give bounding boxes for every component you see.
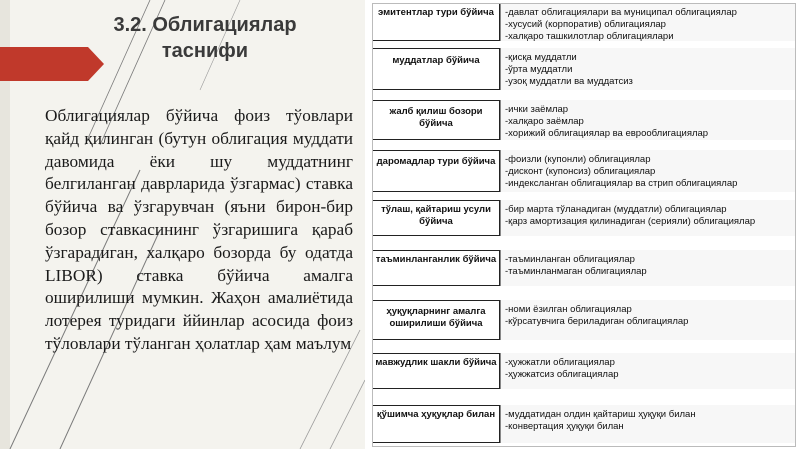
category-cell: тўлаш, қайтариш усули бўйича xyxy=(372,200,500,236)
item-text: -дисконт (купонсиз) облигациялар xyxy=(505,166,656,177)
item-text: -ҳужжатли облигациялар xyxy=(505,357,615,368)
title-line-2: таснифи xyxy=(161,40,249,62)
item-text: -ички заёмлар xyxy=(505,104,569,115)
category-cell: мавжудлик шакли бўйича xyxy=(372,353,500,389)
items-cell xyxy=(500,353,796,389)
category-cell: жалб қилиш бозори бўйича xyxy=(372,100,500,140)
item-text: -конвертация ҳуқуқи билан xyxy=(505,421,624,432)
item-text: -давлат облигациялари ва муниципал облигациялар xyxy=(505,7,737,18)
items-cell xyxy=(500,300,796,340)
items-cell xyxy=(500,200,796,236)
slide-body-text: Облигациялар бўйича фоиз тўовлари қайд қилинган (бутун облигация муддати давомида ёки шу муддатнинг белгиланган даврларида ўзгармас) ставка бўйича ва ўзгарувчан (яъни бирон-бир бозор ставкасининг ўзгаришига қараб ўзгарадиган, халқаро бозорда бу одатда LIBOR) ставка бўйича амалга оширилиши мумкин. Жаҳон амалиётида лотерея туридаги ййинлар асосида фоиз тўловлари тўланган ҳолатлар ҳам маълум xyxy=(45,106,353,353)
items-cell xyxy=(500,405,796,443)
classification-row xyxy=(372,300,796,340)
items-cell xyxy=(500,250,796,286)
item-text: -қарз амортизация қилинадиган (серияли) облигациялар xyxy=(505,216,756,227)
item-text: -ўрта муддатли xyxy=(505,64,573,75)
item-text: -муддатидан олдин қайтариш ҳуқуқи билан xyxy=(505,409,696,420)
category-cell: муддатлар бўйича xyxy=(372,48,500,90)
item-text: -халқаро заёмлар xyxy=(505,116,584,127)
classification-row xyxy=(372,100,796,140)
slide-title xyxy=(95,12,315,64)
item-text: -кўрсатувчига бериладиган облигациялар xyxy=(505,316,689,327)
item-text: -номи ёзилган облигациялар xyxy=(505,304,632,315)
item-text: -ҳужжатсиз облигациялар xyxy=(505,369,619,380)
items-cell xyxy=(500,150,796,192)
title-line-1: 3.2. Облигациялар xyxy=(113,14,297,36)
item-text: -хусусий (корпоратив) облигациялар xyxy=(505,19,666,30)
item-text: -индексланган облигациялар ва стрип облигациялар xyxy=(505,178,738,189)
item-text: -қисқа муддатли xyxy=(505,52,577,63)
category-cell: эмитентлар тури бўйича xyxy=(372,3,500,41)
classification-row xyxy=(372,353,796,389)
items-cell xyxy=(500,100,796,140)
category-cell: ҳуқуқларнинг амалга оширилиши бўйича xyxy=(372,300,500,340)
item-text: -хорижий облигациялар ва еврооблигациялар xyxy=(505,128,709,139)
items-cell xyxy=(500,3,796,41)
classification-row xyxy=(372,150,796,192)
item-text: -фоизли (купонли) облигациялар xyxy=(505,154,651,165)
item-text: -таъминланмаган облигациялар xyxy=(505,266,647,277)
classification-row xyxy=(372,200,796,236)
classification-row xyxy=(372,250,796,286)
item-text: -бир марта тўланадиган (муддатли) облигациялар xyxy=(505,204,727,215)
classification-row xyxy=(372,3,796,41)
classification-row xyxy=(372,405,796,443)
item-text: -таъминланган облигациялар xyxy=(505,254,635,265)
category-cell: даромадлар тури бўйича xyxy=(372,150,500,192)
category-cell: қўшимча ҳуқуқлар билан xyxy=(372,405,500,443)
accent-arrow-shape xyxy=(0,47,104,81)
item-text: -узоқ муддатли ва муддатсиз xyxy=(505,76,633,87)
category-cell: таъминланганлик бўйича xyxy=(372,250,500,286)
classification-row xyxy=(372,48,796,90)
item-text: -халқаро ташкилотлар облигациялари xyxy=(505,31,674,42)
left-panel xyxy=(0,0,365,449)
items-cell xyxy=(500,48,796,90)
